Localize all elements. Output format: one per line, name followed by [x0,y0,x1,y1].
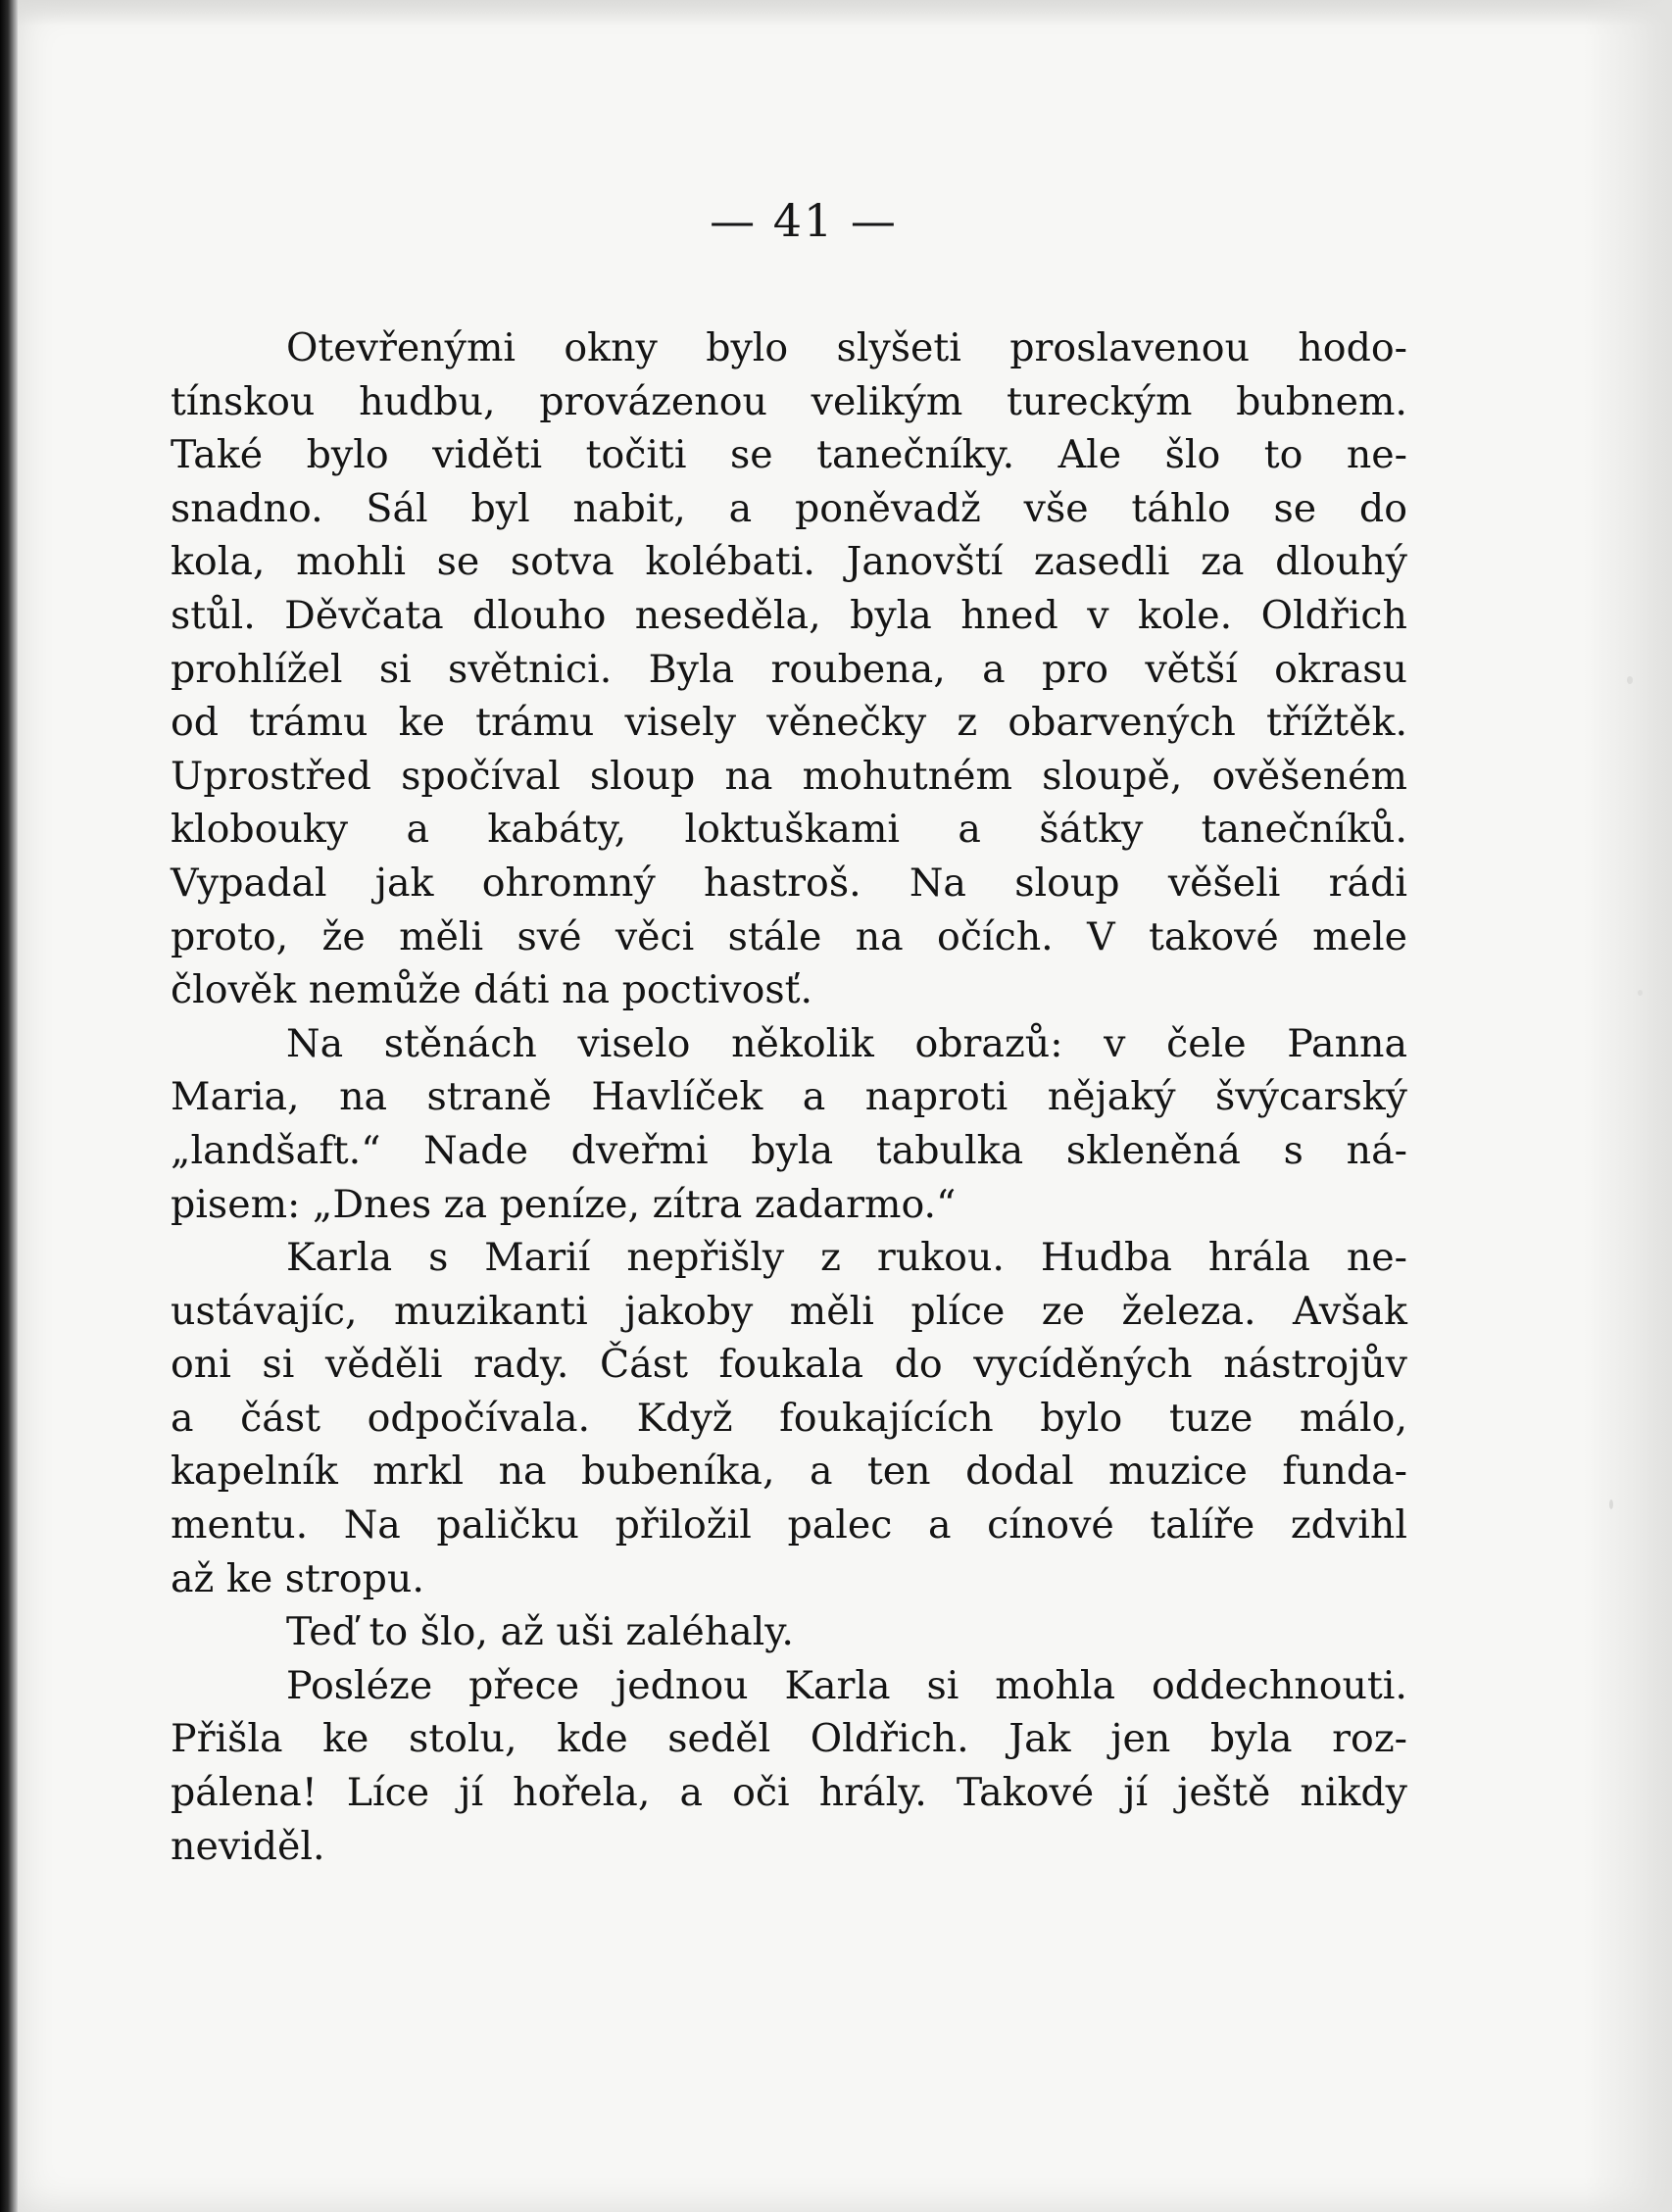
paper-speck [1638,990,1643,996]
text-line: Karla s Marií nepřišly z rukou. Hudba hrála ne- [286,1235,1407,1281]
text-line: stůl. Děvčata dlouho neseděla, byla hned v kole. Oldřich [171,592,1407,638]
text-line: oni si věděli rady. Část foukala do vycíděných nástrojův [171,1342,1407,1388]
text-line: pálena! Líce jí hořela, a oči hrály. Takové jí ještě nikdy [171,1770,1407,1816]
text-line: kola, mohli se sotva kolébati. Janovští zasedli za dlouhý [171,539,1407,585]
text-line: Maria, na straně Havlíček a naproti nějaký švýcarský [171,1074,1407,1120]
text-line: až ke stropu. [171,1555,424,1601]
paper-speck [1627,676,1633,684]
text-line: tínskou hudbu, provázenou velikým tureckým bubnem. [171,378,1407,424]
text-line: Otevřenými okny bylo slyšeti proslavenou hodo- [286,325,1407,370]
text-line: Přišla ke stolu, kde seděl Oldřich. Jak jen byla roz- [171,1716,1407,1762]
text-line: mentu. Na paličku přiložil palec a cínové talíře zdvihl [171,1502,1407,1548]
text-line: prohlížel si světnici. Byla roubena, a pro větší okrasu [171,646,1407,692]
text-line: Posléze přece jednou Karla si mohla oddechnouti. [286,1662,1407,1708]
text-line: Vypadal jak ohromný hastroš. Na sloup věšeli rádi [171,860,1407,906]
text-line: kapelník mrkl na bubeníka, a ten dodal muzice funda- [171,1449,1407,1495]
page-binding-edge [0,0,18,2212]
text-line: snadno. Sál byl nabit, a poněvadž vše táhlo se do [171,485,1407,531]
text-line: Také bylo viděti točiti se tanečníky. Ale šlo to ne- [171,432,1407,478]
text-line: člověk nemůže dáti na poctivosť. [171,967,813,1013]
text-line: Na stěnách viselo několik obrazů: v čele Panna [286,1020,1407,1066]
text-line: pisem: „Dnes za peníze, zítra zadarmo.“ [171,1181,957,1227]
text-line: a část odpočívala. Když foukajících bylo tuze málo, [171,1395,1407,1441]
text-line: proto, že měli své věci stále na očích. V takové mele [171,913,1407,959]
text-line: klobouky a kabáty, loktuškami a šátky tanečníků. [171,807,1407,853]
body-text [171,321,1407,1873]
page-number: — 41 — [710,194,898,247]
text-line: od trámu ke trámu visely věnečky z obarvených třížtěk. [171,700,1407,746]
text-line: Teď to šlo, až uši zaléhaly. [286,1609,794,1655]
paper-speck [1609,1499,1613,1509]
text-line: ustávajíc, muzikanti jakoby měli plíce ze železa. Avšak [171,1288,1407,1334]
book-page [18,0,1672,2212]
text-line: Uprostřed spočíval sloup na mohutném sloupě, ověšeném [171,753,1407,799]
text-line: neviděl. [171,1823,325,1869]
text-line: „landšaft.“ Nade dveřmi byla tabulka skleněná s ná- [171,1127,1407,1173]
